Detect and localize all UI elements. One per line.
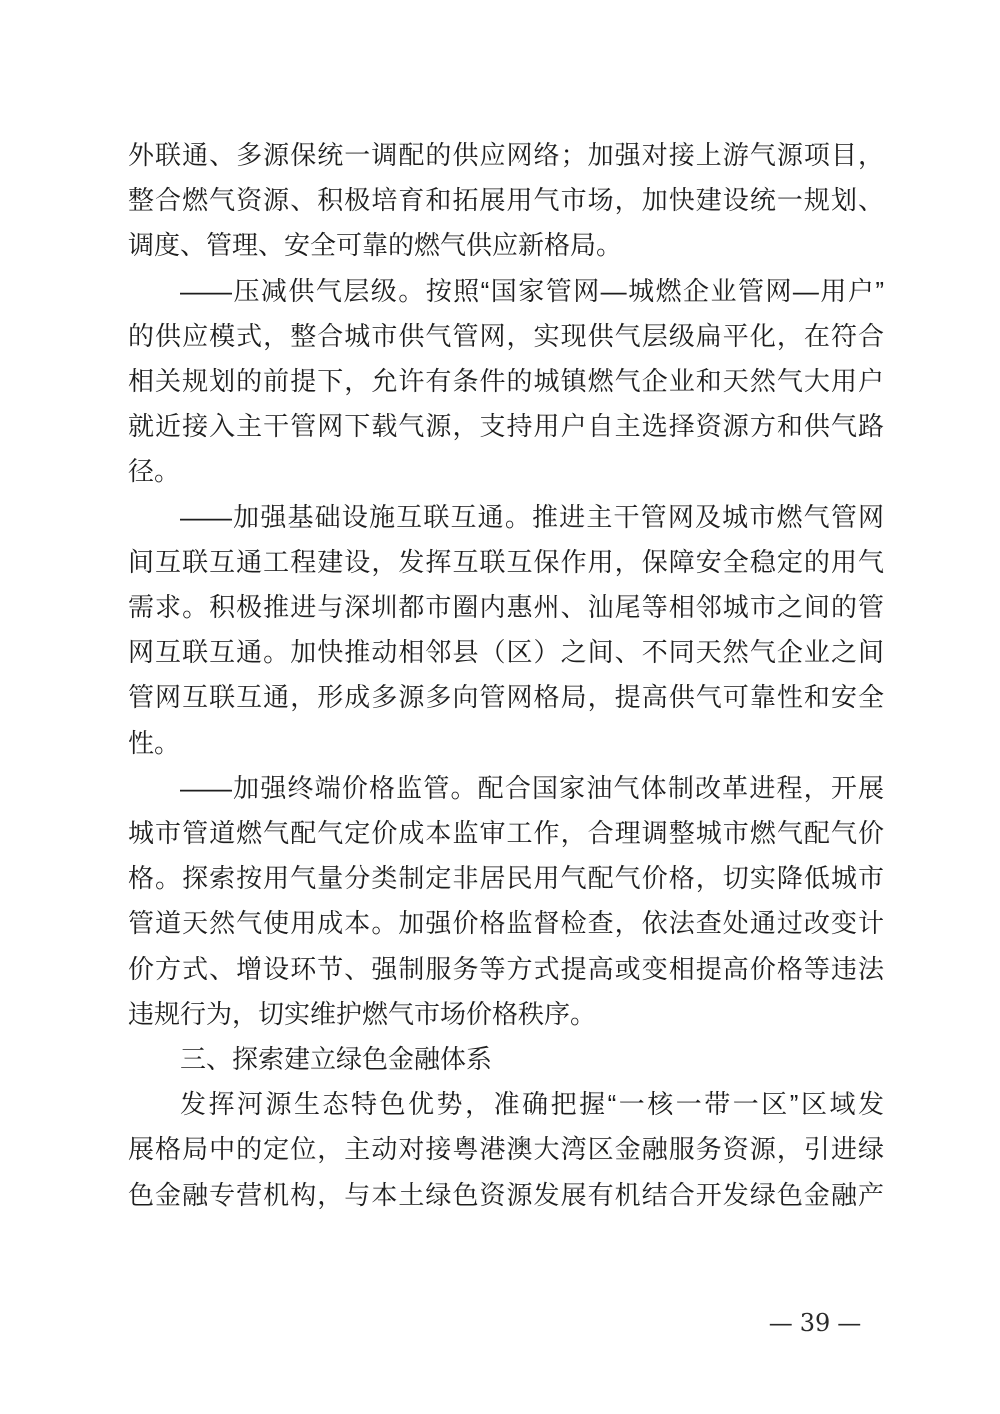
text-line: 径。	[128, 456, 181, 487]
text-line: 价方式、增设环节、强制服务等方式提高或变相提高价格等违法	[128, 953, 884, 984]
text-line: 间互联互通工程建设，发挥互联互保作用，保障安全稳定的用气	[128, 546, 884, 577]
para-strengthen-end-price-regulation	[128, 766, 884, 1037]
text-line: 管道天然气使用成本。加强价格监督检查，依法查处通过改变计	[128, 908, 884, 939]
page-number-value: 39	[799, 1309, 831, 1337]
text-line: 调度、管理、安全可靠的燃气供应新格局。	[128, 230, 623, 261]
text-line: ——加强基础设施互联互通。推进主干管网及城市燃气管网	[180, 501, 884, 532]
text-line: 性。	[128, 727, 181, 758]
page-number	[755, 1308, 875, 1338]
text-line: 外联通、多源保统一调配的供应网络；加强对接上游气源项目，	[128, 140, 884, 170]
text-line: 违规行为，切实维护燃气市场价格秩序。	[128, 998, 597, 1029]
text-line: 就近接入主干管网下载气源，支持用户自主选择资源方和供气路	[128, 411, 884, 442]
para-strengthen-infrastructure-interconnection	[128, 495, 884, 766]
text-line: 的供应模式，整合城市供气管网，实现供气层级扁平化，在符合	[128, 320, 884, 351]
heading-green-finance-system	[128, 1037, 884, 1082]
page-number-right-dash: —	[837, 1309, 862, 1337]
section-heading-line: 三、探索建立绿色金融体系	[180, 1044, 493, 1075]
text-line: 城市管道燃气配气定价成本监审工作，合理调整城市燃气配气价	[128, 818, 884, 849]
text-line: 需求。积极推进与深圳都市圈内惠州、汕尾等相邻城市之间的管	[128, 592, 884, 623]
text-line: 色金融专营机构，与本土绿色资源发展有机结合开发绿色金融产	[128, 1179, 884, 1210]
text-line: 管网互联互通，形成多源多向管网格局，提高供气可靠性和安全	[128, 682, 884, 713]
text-line: 相关规划的前提下，允许有条件的城镇燃气企业和天然气大用户	[128, 366, 884, 397]
para-gas-supply-network-continued	[128, 133, 884, 269]
text-line: 整合燃气资源、积极培育和拓展用气市场，加快建设统一规划、	[128, 185, 884, 216]
text-line: ——加强终端价格监管。配合国家油气体制改革进程，开展	[180, 772, 884, 803]
page-number-left-dash: —	[768, 1309, 793, 1337]
text-line: 展格局中的定位，主动对接粤港澳大湾区金融服务资源，引进绿	[128, 1134, 884, 1165]
para-green-finance-development	[128, 1082, 884, 1218]
document-body	[128, 133, 884, 1218]
text-line: 格。探索按用气量分类制定非居民用气配气价格，切实降低城市	[128, 863, 884, 894]
text-line: ——压减供气层级。按照“国家管网—城燃企业管网—用户”	[180, 275, 884, 306]
text-line: 网互联互通。加快推动相邻县（区）之间、不同天然气企业之间	[128, 637, 884, 668]
para-compress-gas-supply-tiers	[128, 269, 884, 495]
text-line: 发挥河源生态特色优势，准确把握“一核一带一区”区域发	[180, 1089, 884, 1120]
